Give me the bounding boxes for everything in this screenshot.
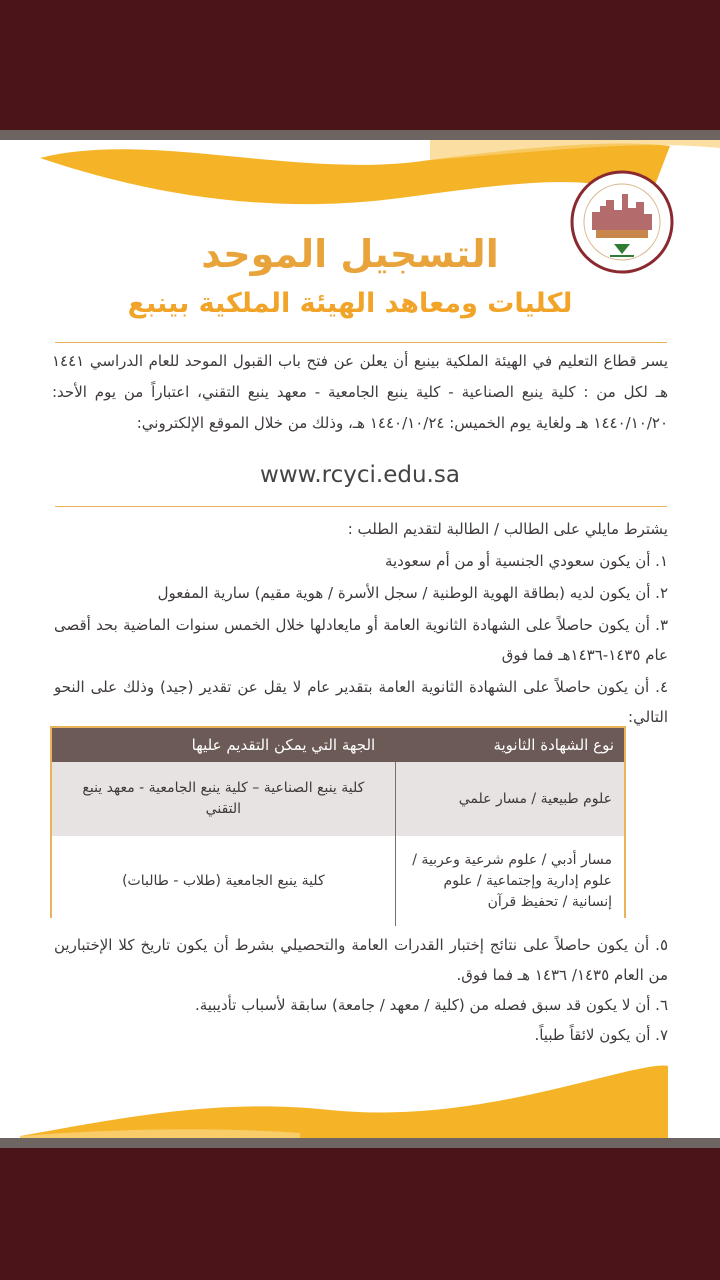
header-institution: الجهة التي يمكن التقديم عليها: [52, 728, 395, 762]
table-header-row: [52, 728, 624, 762]
condition-item-6: ٦. أن لا يكون قد سبق فصله من (كلية / معهد / جامعة) سابقة لأسباب تأديبية.: [194, 996, 668, 1014]
conditions-list-continued: [54, 930, 668, 1050]
bottom-frame-divider: [0, 1138, 720, 1148]
cell-institution: كلية ينبع الصناعية – كلية ينبع الجامعية - معهد ينبع التقني: [52, 762, 395, 836]
cell-certificate-type: مسار أدبي / علوم شرعية وعربية / علوم إدارية وإجتماعية / علوم إنسانية / تحفيظ قرآن: [395, 836, 624, 926]
eligibility-table: [50, 726, 626, 918]
condition-item-2: ٢. أن يكون لديه (بطاقة الهوية الوطنية / سجل الأسرة / هوية مقيم) سارية المفعول: [157, 584, 668, 602]
bottom-frame-bar: [0, 1148, 720, 1280]
table-row: [52, 836, 624, 926]
condition-item-1: ١. أن يكون سعودي الجنسية أو من أم سعودية: [384, 552, 668, 570]
top-frame-divider: [0, 130, 720, 140]
condition-item-4: ٤. أن يكون حاصلاً على الشهادة الثانوية العامة بتقدير عام لا يقل عن تقدير (جيد) وذلك على النحو التالي:: [54, 678, 668, 726]
website-link[interactable]: www.rcyci.edu.sa: [260, 462, 460, 488]
page-subtitle: لكليات ومعاهد الهيئة الملكية بينبع: [127, 288, 573, 319]
intro-paragraph: يسر قطاع التعليم في الهيئة الملكية بينبع أن يعلن عن فتح باب القبول الموحد للعام الدراسي ١٤٤١ هـ لكل من : كلية ينبع الصناعية - كلية ينبع الجامعية - معهد ينبع التقني، اعتباراً من يوم الأحد: ١٤٤٠/١٠/٢٠ هـ ولغاية يوم الخميس: ١٤٤٠/١٠/٢٤ هـ، وذلك من خلال الموقع الإلكتروني:: [52, 352, 668, 432]
page-title: التسجيل الموحد: [201, 232, 499, 276]
conditions-heading: يشترط مايلي على الطالب / الطالبة لتقديم الطلب :: [347, 520, 668, 538]
cell-institution: كلية ينبع الجامعية (طلاب - طالبات): [52, 836, 395, 926]
bottom-wave-decoration: [0, 1058, 720, 1138]
condition-item-3: ٣. أن يكون حاصلاً على الشهادة الثانوية العامة أو مايعادلها خلال الخمس سنوات الماضية بحد أقصى عام ١٤٣٥-١٤٣٦هـ فما فوق: [54, 616, 668, 664]
cell-certificate-type: علوم طبيعية / مسار علمي: [395, 762, 624, 836]
condition-item-7: ٧. أن يكون لائقاً طبياً.: [534, 1026, 668, 1044]
top-frame-bar: [0, 0, 720, 130]
conditions-list: [54, 514, 668, 734]
divider-middle: [55, 506, 667, 507]
condition-item-5: ٥. أن يكون حاصلاً على نتائج إختبار القدرات العامة والتحصيلي بشرط أن يكون تاريخ كلا الإختبارين من العام ١٤٣٥/ ١٤٣٦ هـ فما فوق.: [54, 936, 668, 984]
table-row: [52, 762, 624, 836]
saudi-emblem-icon: [570, 170, 674, 274]
divider-top: [55, 342, 667, 343]
header-certificate-type: نوع الشهادة الثانوية: [395, 728, 624, 762]
